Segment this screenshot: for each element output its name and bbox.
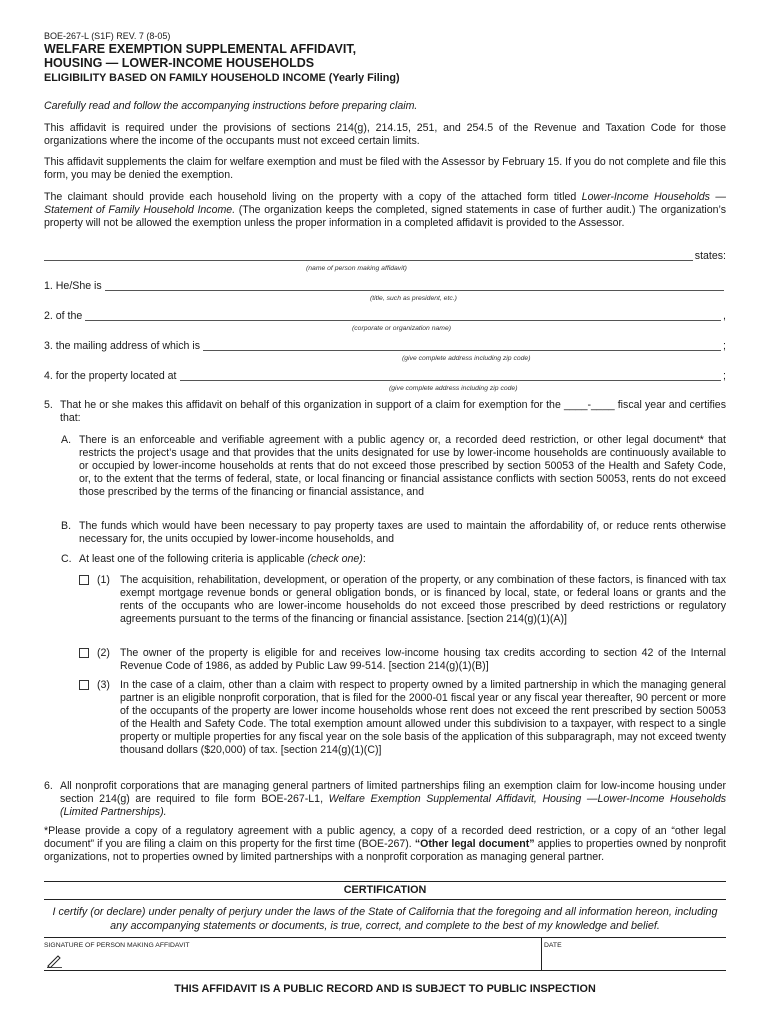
property-location-caption: (give complete address including zip code) [389, 385, 518, 392]
intro-paragraph-3 [44, 191, 726, 230]
criteria-option-3 [79, 679, 726, 757]
field-row-mailing-address [44, 340, 726, 362]
field-label-mailing-address: 3. the mailing address of which is [44, 340, 201, 352]
item-5c-text [79, 553, 726, 566]
field-end-mailing-address: ; [723, 340, 726, 352]
pen-icon [47, 954, 63, 968]
affiant-name-row [44, 250, 726, 272]
criteria-option-2 [79, 647, 726, 673]
criteria-2-checkbox[interactable] [79, 648, 89, 658]
item-6-lead: All nonprofit corporations that are managing general partners of limited partnerships filing an exemption claim for low-income housing under section 214(g) are required to file form BOE-267-L1, [60, 780, 726, 805]
footnote [44, 825, 726, 864]
form-number: BOE-267-L (S1F) REV. 7 (8-05) [44, 31, 171, 41]
public-record-footer: THIS AFFIDAVIT IS A PUBLIC RECORD AND IS SUBJECT TO PUBLIC INSPECTION [174, 983, 596, 995]
criteria-3-checkbox[interactable] [79, 680, 89, 690]
field-row-title [44, 280, 726, 302]
footnote-part2: applies to properties owned by nonprofit organizations, not to properties owned by limited partnerships with a nonprofit corporation as managing general partner. [44, 838, 726, 863]
item-5b [61, 520, 726, 546]
item-5c [61, 553, 726, 566]
mailing-address-caption: (give complete address including zip code) [402, 355, 531, 362]
title-caption: (title, such as president, etc.) [370, 295, 457, 302]
criteria-1-text: The acquisition, rehabilitation, development, or operation of the property, or any combination of these factors, is financed with tax exempt mortgage revenue bonds or general obligation bonds, or is financed by local, state, or federal loans or grants and the rents of the occupants who are lower-income households do not exceed those prescribed by deed restrictions or regulatory agreements pursuant to the terms of the financing or financial assistance. [section 214(g)(1)(A)] [120, 574, 726, 625]
form-title-line2: HOUSING — LOWER-INCOME HOUSEHOLDS [44, 56, 315, 70]
field-end-organization: , [723, 310, 726, 322]
item-5a-text: There is an enforceable and verifiable agreement with a public agency or, a recorded deed restriction, or other legal document* that restricts the project’s usage and that provides that the units designated for use by lower-income households are continuously available to or occupied by lower-income households at rents that do not exceed those prescribed by section 50053 of the Health and Safety Code, or, to the extent that the terms of federal, state, or local financing or financial assistance conflicts with section 50053, rents do not exceed those prescribed by the terms of the financing or financial assistance, and [79, 434, 726, 498]
item-5-text: That he or she makes this affidavit on behalf of this organization in support of a claim for exemption for the ____-____ fiscal year and certifies that: [60, 399, 726, 424]
certification-text: I certify (or declare) under penalty of perjury under the laws of the State of California that the foregoing and all information hereon, including any accompanying statements or documents, is true, correct, and complete to the best of my knowledge and belief. [52, 906, 718, 932]
certification-title-rule [44, 899, 726, 900]
criteria-3-number: (3) [97, 679, 110, 691]
property-location-field[interactable] [180, 371, 722, 381]
item-5a [61, 434, 726, 499]
mailing-address-field[interactable] [203, 341, 721, 351]
field-label-organization: 2. of the [44, 310, 83, 322]
organization-caption: (corporate or organization name) [352, 325, 451, 332]
organization-field[interactable] [85, 311, 721, 321]
item-5 [44, 399, 726, 425]
item-5c-lead: At least one of the following criteria is applicable [79, 553, 308, 565]
item-6-form-title: Welfare Exemption Supplemental Affidavit, Housing —Lower-Income Households (Limited Partnerships). [60, 793, 727, 818]
item-5-number: 5. [44, 399, 53, 411]
item-6 [44, 780, 726, 819]
item-5c-label: C. [61, 553, 72, 565]
states-label: states: [694, 250, 726, 262]
certification-title: CERTIFICATION [343, 884, 427, 896]
title-field[interactable] [105, 281, 724, 291]
intro-p3-part1: The claimant should provide each household living on the property with a copy of the attached form titled [44, 191, 582, 203]
item-5c-check-one: (check one) [307, 553, 363, 565]
intro-paragraph-1: This affidavit is required under the provisions of sections 214(g), 214.15, 251, and 254.5 of the Revenue and Taxation Code for those organizations where the income of the occupants must not exceed certain limits. [44, 122, 726, 147]
affiant-name-field[interactable] [44, 251, 693, 261]
criteria-1-checkbox[interactable] [79, 575, 89, 585]
criteria-option-1 [79, 574, 726, 626]
intro-p3-form-title: Lower-Income Households — Statement of Family Household Income. [44, 191, 727, 216]
date-field[interactable] [542, 948, 726, 970]
field-end-property-location: ; [723, 370, 726, 382]
field-row-property-location [44, 370, 726, 392]
item-6-number: 6. [44, 780, 53, 792]
signature-top-rule [44, 937, 726, 938]
item-5a-label: A. [61, 434, 72, 446]
footnote-strong: “Other legal document” [414, 838, 535, 850]
date-label: DATE [544, 942, 562, 949]
criteria-3-text: In the case of a claim, other than a claim with respect to property owned by a limited partnership in which the managing general partner is an eligible nonprofit corporation, that is filed for the 2000-01 fiscal year or any fiscal year thereafter, 90 percent or more of the occupants of the property are lower income households whose rent does not exceed the rent prescribed by section 50053 of the Health and Safety Code. The total exemption amount allowed under this subdivision to a taxpayer, with respect to a single property or multiple properties for any fiscal year on the sole basis of the application of this subparagraph, may not exceed twenty thousand dollars ($20,000) of tax. [section 214(g)(1)(C)] [120, 679, 726, 756]
signature-label: SIGNATURE OF PERSON MAKING AFFIDAVIT [44, 942, 190, 949]
form-subtitle: ELIGIBILITY BASED ON FAMILY HOUSEHOLD INCOME (Yearly Filing) [44, 72, 400, 84]
item-5c-colon: : [362, 553, 366, 565]
intro-p3-part2: (The organization keeps the completed, signed statements in case of further audit.) The organization’s property will not be allowed the exemption unless the proper information in a completed affidavit is provided to the Assessor. [44, 204, 727, 229]
signature-bottom-rule [44, 970, 726, 971]
instruction-text: Carefully read and follow the accompanying instructions before preparing claim. [44, 100, 418, 112]
criteria-1-number: (1) [97, 574, 110, 586]
footnote-part1: *Please provide a copy of a regulatory agreement with a public agency, a copy of a recorded deed restriction, or a copy of an “other legal document” if you are filing a claim on this property for the first time (BOE-267). [44, 825, 726, 850]
item-5b-text: The funds which would have been necessary to pay property taxes are used to maintain the affordability of, or reduce rents otherwise necessary for, the units occupied by lower-income households, and [79, 520, 726, 545]
item-6-text [60, 780, 726, 819]
signature-field[interactable] [44, 948, 540, 970]
form-title-line1: WELFARE EXEMPTION SUPPLEMENTAL AFFIDAVIT, [44, 42, 357, 56]
item-5b-label: B. [61, 520, 72, 532]
intro-paragraph-2: This affidavit supplements the claim for welfare exemption and must be filed with the Assessor by February 15. If you do not complete and file this form, you may be denied the exemption. [44, 156, 726, 181]
certification-top-rule [44, 881, 726, 882]
criteria-2-text: The owner of the property is eligible for and receives low-income housing tax credits according to section 42 of the Internal Revenue Code of 1986, as added by Public Law 99-514. [section 214(g)(1)(B)] [120, 647, 726, 672]
field-label-title: 1. He/She is [44, 280, 102, 292]
field-label-property-location: 4. for the property located at [44, 370, 177, 382]
affiant-name-caption: (name of person making affidavit) [306, 265, 407, 272]
criteria-2-number: (2) [97, 647, 110, 659]
field-row-organization [44, 310, 726, 332]
